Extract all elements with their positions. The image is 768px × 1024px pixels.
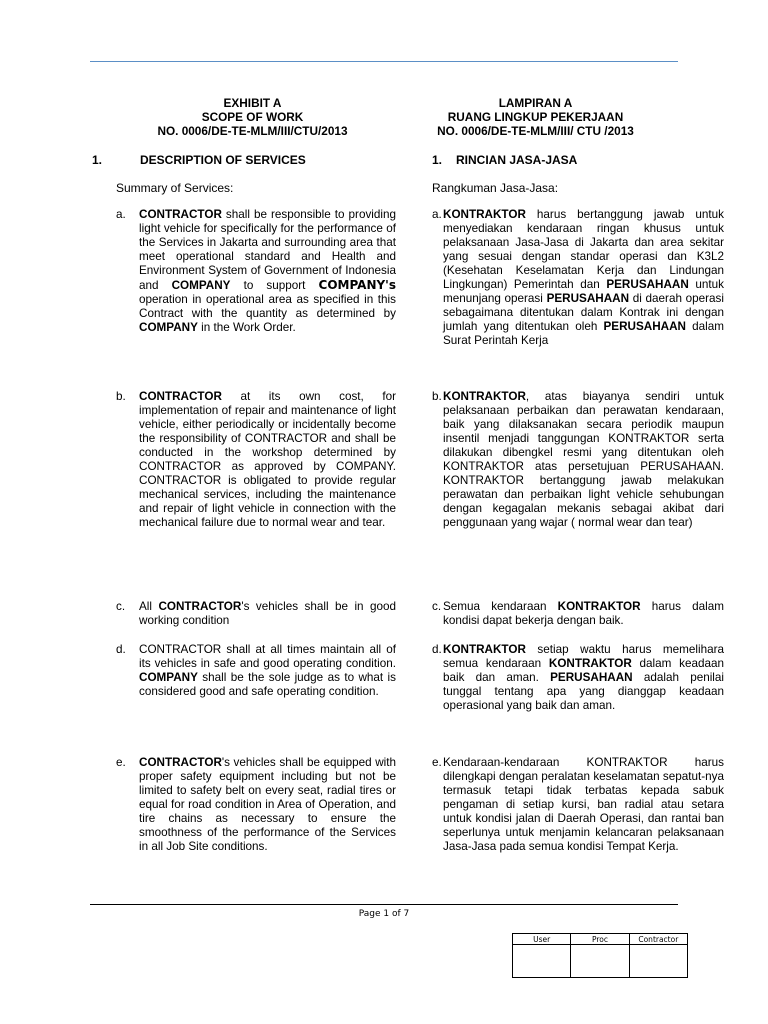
section-number: 1.: [432, 153, 443, 167]
item-text: All CONTRACTOR's vehicles shall be in good working condition: [139, 600, 396, 627]
lampiran-title: LAMPIRAN A: [498, 96, 573, 110]
item-label: d.: [432, 643, 442, 656]
contractor-initial-cell: [629, 945, 687, 978]
page-number: Page 1 of 7: [358, 909, 410, 919]
summary-label-english: Summary of Services:: [116, 181, 234, 195]
item-label: d.: [116, 643, 126, 656]
item-e-english: [116, 756, 396, 854]
section-heading-indonesian: [432, 153, 577, 167]
approval-initials-table: [512, 933, 688, 978]
item-d-english: [116, 643, 396, 699]
contractor-header: Contractor: [629, 934, 687, 945]
exhibit-subtitle: SCOPE OF WORK: [201, 110, 304, 124]
lampiran-subtitle: RUANG LINGKUP PEKERJAAN: [447, 110, 624, 124]
item-label: c.: [116, 600, 126, 613]
item-text: KONTRAKTOR, atas biayanya sendiri untuk pelaksanaan perbaikan dan perawatan kendaraan, baik yang dilaksanakan secara periodik maupun insentil menjadi tanggungan KONTRAKTOR serta dilakukan dibengkel resmi yang ditentukan oleh KONTRAKTOR atas persetujuan PERUSAHAAN. KONTRAKTOR bertanggung jawab melakukan perawatan dan perbaikan light vehicle sehubungan dengan kegagalan mekanis sebagai akibat dari penggunaan yang wajar ( normal wear dan tear): [443, 390, 724, 529]
item-label: b.: [432, 390, 442, 403]
section-heading-english: [92, 153, 306, 167]
item-label: e.: [116, 756, 126, 769]
item-text: CONTRACTOR shall be responsible to providing light vehicle for specifically for the performance of the Services in Jakarta and surrounding area that meet operational standard and Health and Environment System of Government of Indonesia and COMPANY to support COMPANY's operation in operational area as specified in this Contract with the quantity as determined by COMPANY in the Work Order.: [139, 208, 396, 334]
item-c-english: [116, 600, 396, 628]
summary-label-indonesian: Rangkuman Jasa-Jasa:: [432, 181, 559, 195]
item-c-indonesian: [432, 600, 724, 628]
section-number: 1.: [92, 153, 103, 167]
item-a-english: [116, 208, 396, 335]
item-label: a.: [432, 208, 442, 221]
item-d-indonesian: [432, 643, 724, 713]
section-title: DESCRIPTION OF SERVICES: [140, 153, 306, 167]
section-title: RINCIAN JASA-JASA: [456, 153, 578, 167]
footer-divider: [90, 904, 678, 905]
item-text: Semua kendaraan KONTRAKTOR harus dalam kondisi dapat bekerja dengan baik.: [443, 600, 724, 627]
item-text: KONTRAKTOR setiap waktu harus memelihara semua kendaraan KONTRAKTOR dalam keadaan baik dan aman. PERUSAHAAN adalah penilai tunggal tentang apa yang dianggap keadaan operasional yang baik dan aman.: [443, 643, 725, 712]
item-b-english: [116, 390, 396, 530]
item-label: c.: [432, 600, 442, 613]
item-label: b.: [116, 390, 126, 403]
item-a-indonesian: [432, 208, 724, 348]
exhibit-title: EXHIBIT A: [223, 96, 282, 110]
user-initial-cell: [513, 945, 571, 978]
proc-header: Proc: [571, 934, 629, 945]
top-divider: [90, 61, 678, 62]
item-e-indonesian: [432, 756, 724, 854]
item-label: a.: [116, 208, 126, 221]
lampiran-number: NO. 0006/DE-TE-MLM/III/ CTU /2013: [437, 124, 634, 138]
item-text: CONTRACTOR's vehicles shall be equipped with proper safety equipment including but not be limited to safety belt on every seat, radial tires or equal for road condition in Area of Operation, and tire chains as necessary to ensure the smoothness of the performance of the Services in all Job Site conditions.: [139, 756, 396, 853]
item-text: KONTRAKTOR harus bertanggung jawab untuk menyediakan kendaraan ringan khusus untuk pelaksanaan Jasa-Jasa di Jakarta dan area sekitar yang sesuai dengan standar operasi dan K3L2 (Kesehatan Keselamatan Kerja dan Lindungan Lingkungan) Pemerintah dan PERUSAHAAN untuk menunjang operasi PERUSAHAAN di daerah operasi sebagaimana ditentukan dalam Kontrak ini dengan jumlah yang ditentukan oleh PERUSAHAAN dalam Surat Perintah Kerja: [443, 208, 724, 347]
exhibit-number: NO. 0006/DE-TE-MLM/III/CTU/2013: [157, 124, 348, 138]
exhibit-header-english: [125, 96, 380, 138]
item-label: e.: [432, 756, 442, 769]
item-text: CONTRACTOR at its own cost, for implementation of repair and maintenance of light vehicle, either periodically or incidentally become the responsibility of CONTRACTOR and shall be conducted in the workshop determined by CONTRACTOR as approved by COMPANY. CONTRACTOR is obligated to provide regular mechanical services, including the maintenance and repair of light vehicle in connection with the mechanical failure due to normal wear and tear.: [139, 390, 396, 529]
exhibit-header-indonesian: [408, 96, 663, 138]
proc-initial-cell: [571, 945, 629, 978]
item-text: Kendaraan-kendaraan KONTRAKTOR harus dilengkapi dengan peralatan keselamatan sepatut-nya termasuk tetapi tidak terbatas kepada sabuk pengaman di setiap kursi, ban radial atau setara untuk kondisi jalan di Daerah Operasi, dan rantai ban seperlunya untuk menjamin kelancaran pelaksanaan Jasa-Jasa pada semua kondisi Tempat Kerja.: [443, 756, 724, 853]
item-b-indonesian: [432, 390, 724, 530]
user-header: User: [513, 934, 571, 945]
item-text: CONTRACTOR shall at all times maintain all of its vehicles in safe and good operating condition. COMPANY shall be the sole judge as to what is considered good and safe operating condition.: [139, 643, 396, 698]
